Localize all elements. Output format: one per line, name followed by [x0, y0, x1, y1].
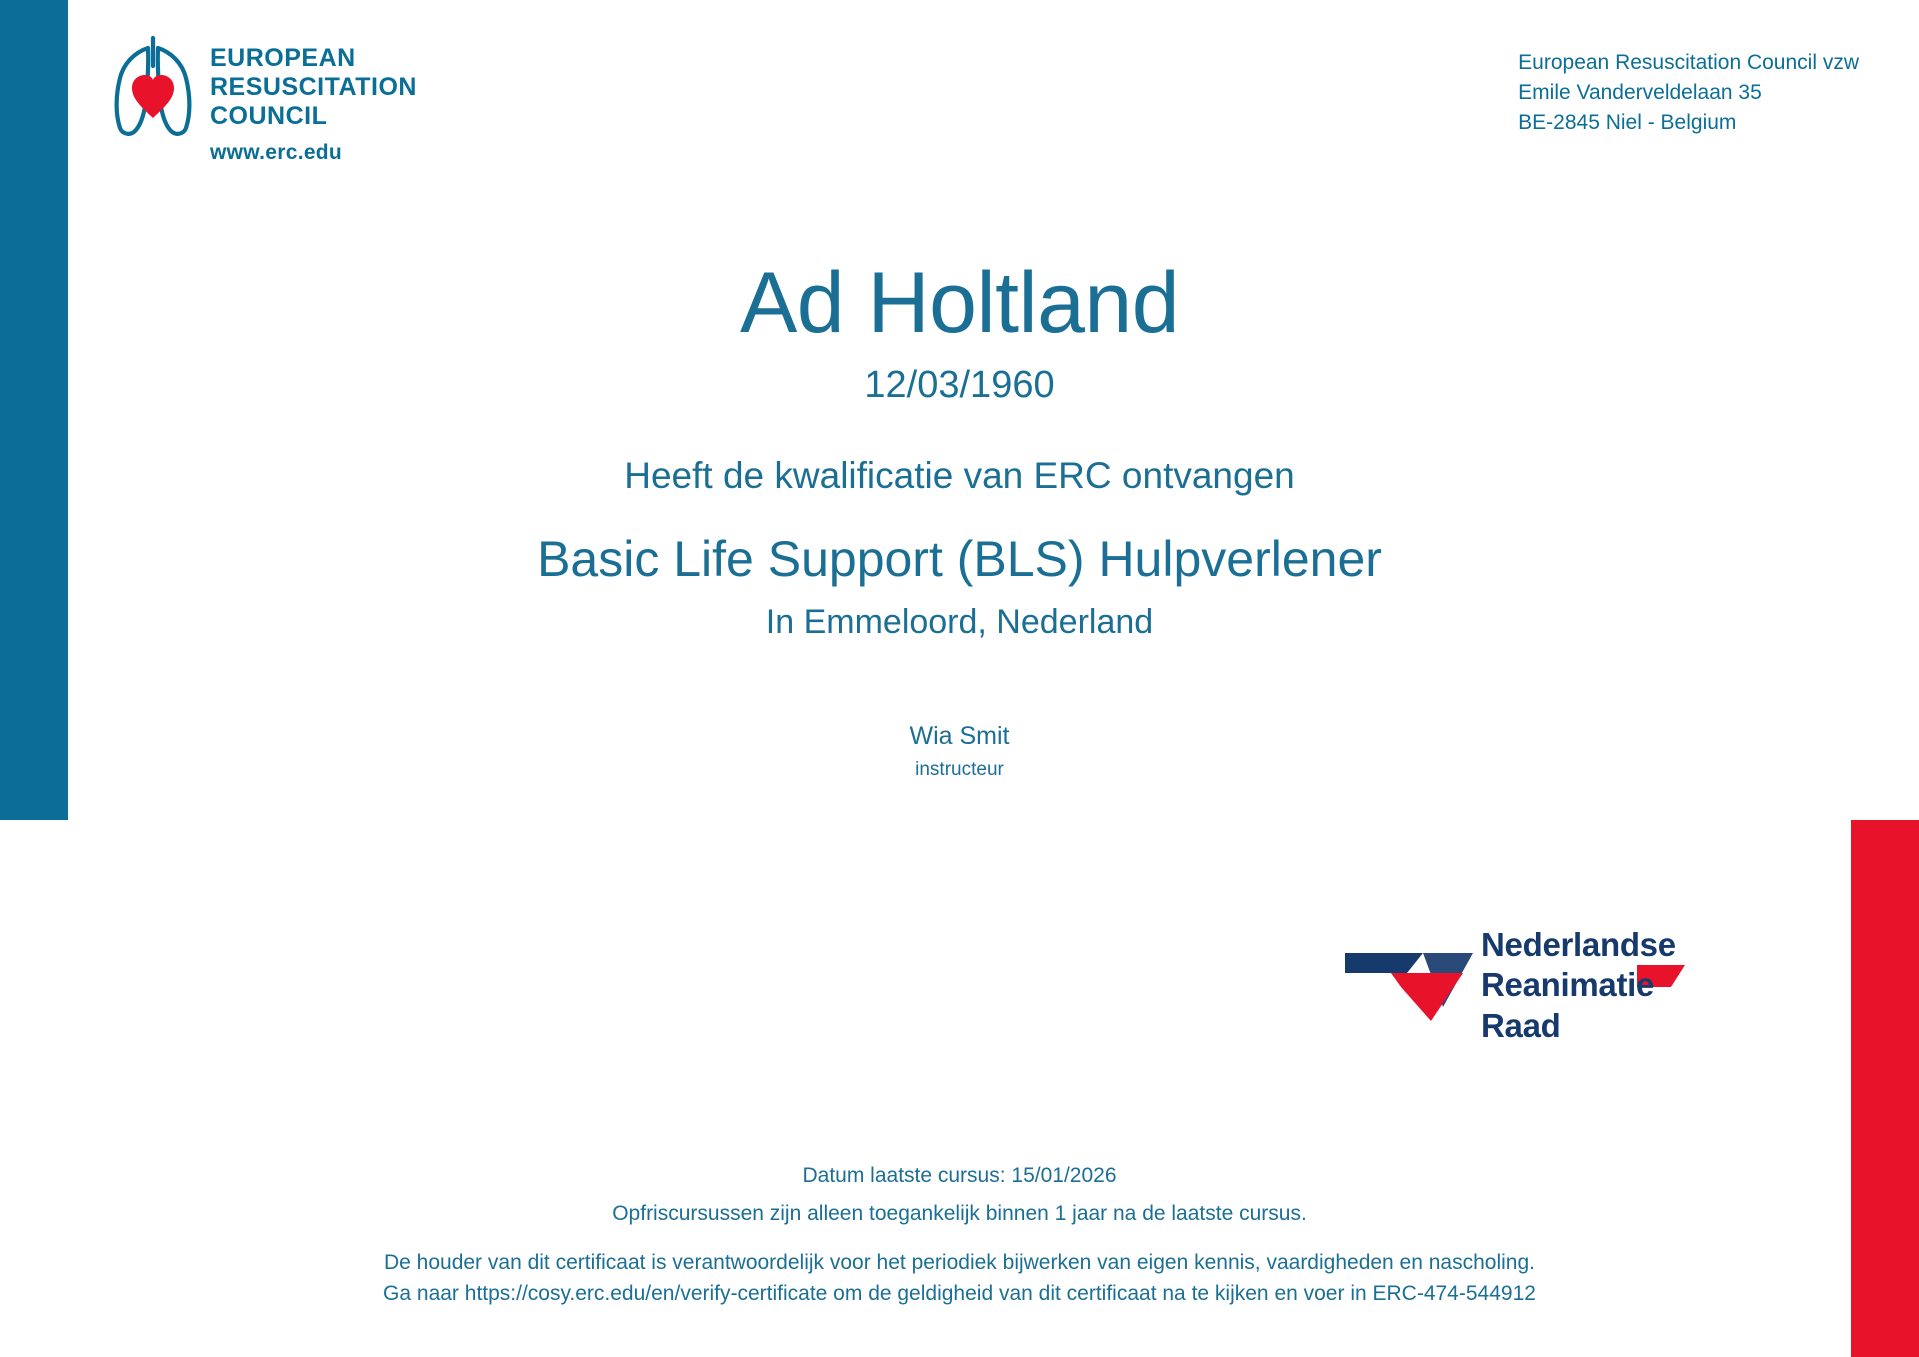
erc-logo-line-2: RESUSCITATION	[210, 73, 417, 101]
nrr-line-2: Reanimatie	[1481, 966, 1655, 1004]
holder-responsibility-note: De houder van dit certificaat is verantwoordelijk voor het periodiek bijwerken van eigen kennis, vaardigheden en nascholing.	[383, 1251, 1535, 1275]
course-title: Basic Life Support (BLS) Hulpverlener	[537, 531, 1382, 587]
nrr-line-1: Nederlandse	[1481, 926, 1676, 963]
candidate-name: Ad Holtland	[739, 255, 1180, 351]
course-location: In Emmeloord, Nederland	[765, 603, 1154, 641]
verification-note: Ga naar https://cosy.erc.edu/en/verify-certificate om de geldigheid van dit certificaat na te kijken en voer in ERC-474-544912	[383, 1281, 1536, 1305]
refresh-course-note: Opfriscursussen zijn alleen toegankelijk binnen 1 jaar na de laatste cursus.	[612, 1202, 1307, 1226]
erc-logo-line-3: COUNCIL	[210, 102, 328, 130]
nrr-line-3: Raad	[1481, 1006, 1561, 1044]
erc-logo-line-1: EUROPEAN	[210, 44, 356, 72]
nrr-logo	[1345, 925, 1775, 1044]
last-course-date: Datum laatste cursus: 15/01/2026	[802, 1164, 1117, 1188]
erc-logo-text	[210, 32, 417, 165]
qualification-statement: Heeft de kwalificatie van ERC ontvangen	[624, 455, 1295, 496]
nrr-logo-text	[1481, 925, 1676, 1046]
certificate-footer	[68, 1164, 1851, 1309]
right-accent-bar	[1851, 820, 1919, 1357]
address-line-1: European Resuscitation Council vzw	[1518, 51, 1859, 74]
certificate-body	[68, 255, 1851, 781]
instructor-name: Wia Smit	[909, 722, 1010, 750]
address-line-2: Emile Vanderveldelaan 35	[1518, 80, 1762, 104]
address-line-3: BE-2845 Niel - Belgium	[1518, 110, 1737, 134]
candidate-date-of-birth: 12/03/1960	[864, 364, 1055, 406]
certificate-header	[0, 0, 1919, 220]
lungs-heart-icon	[110, 32, 196, 142]
erc-website-url: www.erc.edu	[210, 141, 343, 164]
instructor-role: instructeur	[915, 759, 1004, 780]
erc-logo	[110, 32, 417, 165]
organisation-address	[1518, 48, 1859, 137]
